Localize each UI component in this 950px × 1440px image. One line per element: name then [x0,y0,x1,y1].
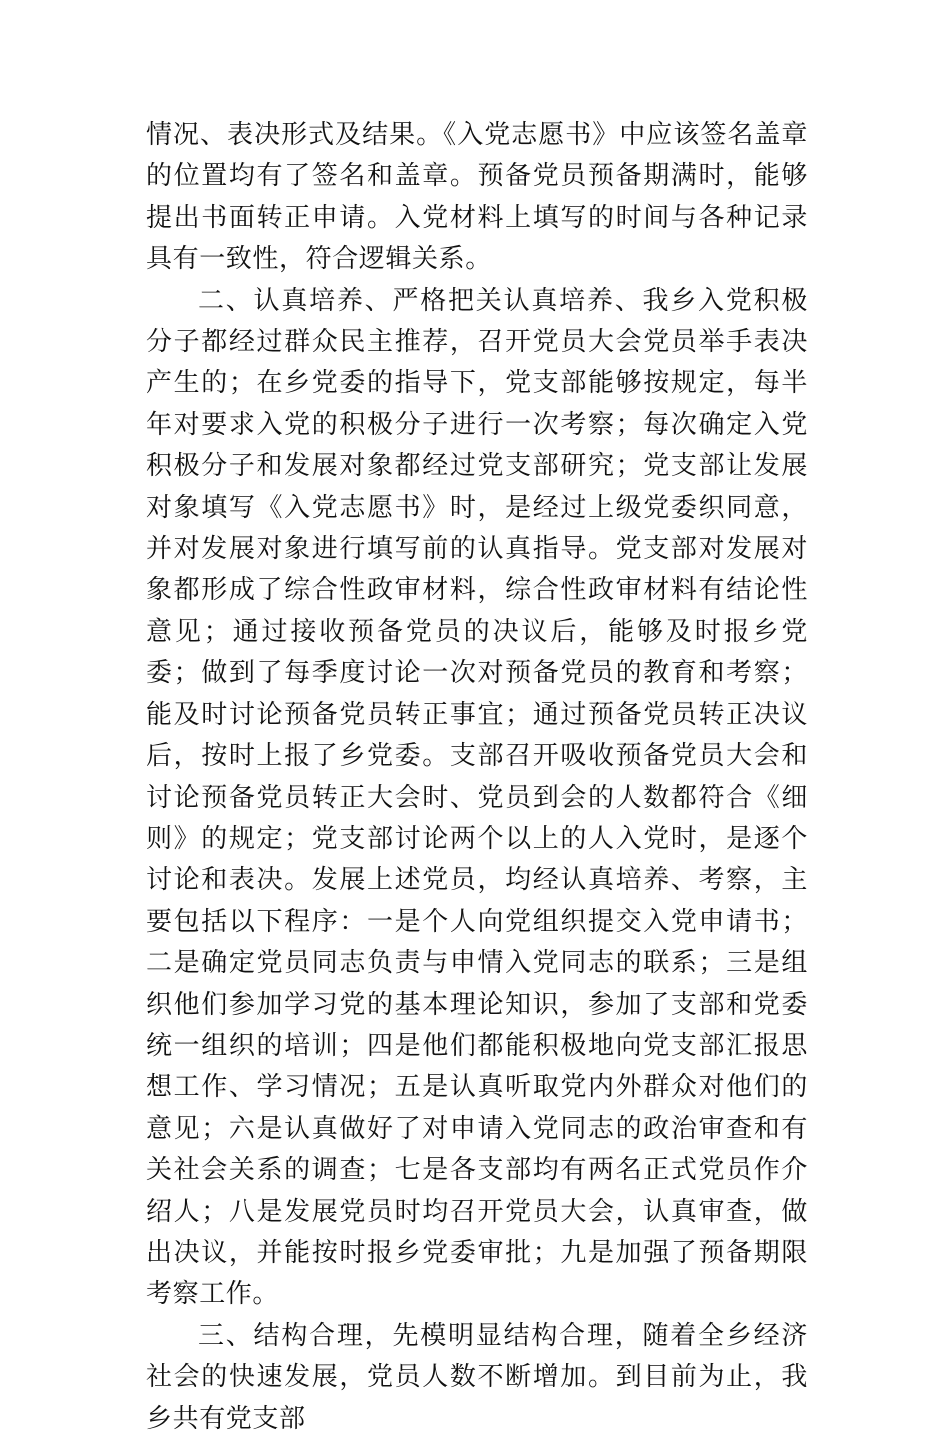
document-body [146,115,808,1440]
paragraph-2: 二、认真培养、严格把关认真培养、我乡入党积极分子都经过群众民主推荐，召开党员大会党员举手表决产生的；在乡党委的指导下，党支部能够按规定，每半年对要求入党的积极分子进行一次考察；每次确定入党积极分子和发展对象都经过党支部研究；党支部让发展对象填写《入党志愿书》时，是经过上级党委织同意，并对发展对象进行填写前的认真指导。党支部对发展对象都形成了综合性政审材料，综合性政审材料有结论性意见；通过接收预备党员的决议后，能够及时报乡党委；做到了每季度讨论一次对预备党员的教育和考察；能及时讨论预备党员转正事宜；通过预备党员转正决议后，按时上报了乡党委。支部召开吸收预备党员大会和讨论预备党员转正大会时、党员到会的人数都符合《细则》的规定；党支部讨论两个以上的人入党时，是逐个讨论和表决。发展上述党员，均经认真培养、考察，主要包括以下程序：一是个人向党组织提交入党申请书；二是确定党员同志负责与申情入党同志的联系；三是组织他们参加学习党的基本理论知识，参加了支部和党委统一组织的培训；四是他们都能积极地向党支部汇报思想工作、学习情况；五是认真听取党内外群众对他们的意见；六是认真做好了对申请入党同志的政治审查和有关社会关系的调查；七是各支部均有两名正式党员作介绍人；八是发展党员时均召开党员大会，认真审查，做出决议，并能按时报乡党委审批；九是加强了预备期限考察工作。 [146,285,808,1310]
paragraph-1: 情况、表决形式及结果。《入党志愿书》中应该签名盖章的位置均有了签名和盖章。预备党员预备期满时，能够提出书面转正申请。入党材料上填写的时间与各种记录具有一致性，符合逻辑关系。 [146,120,808,275]
paragraph-3: 三、结构合理，先模明显结构合理，随着全乡经济社会的快速发展，党员人数不断增加。到目前为止，我乡共有党支部 [146,1320,808,1434]
